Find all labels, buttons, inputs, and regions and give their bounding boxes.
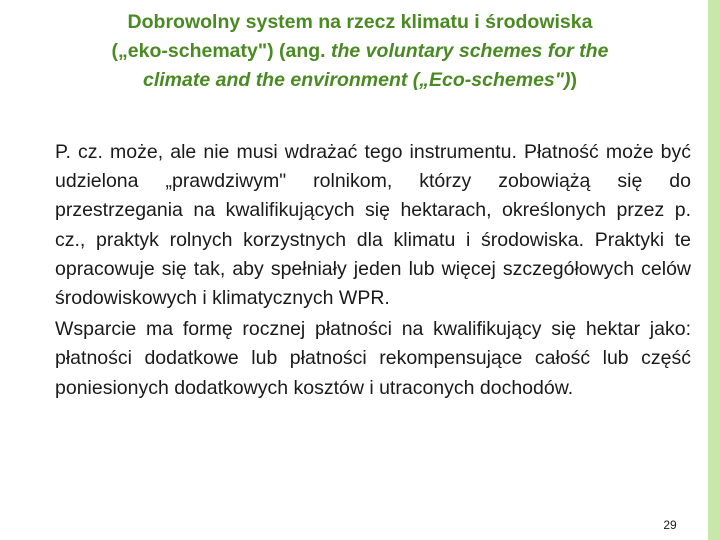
slide-title — [20, 8, 700, 95]
title-line-3-suffix: ) — [570, 69, 578, 91]
paragraph-2: Wsparcie ma formę rocznej płatności na kwalifikujący się hektar jako: płatności dodatkowe lub płatności rekompensujące całość lub część poniesionych dodatkowych kosztów i utraconych dochodów. — [55, 318, 691, 399]
title-line-2-italic: the voluntary schemes for the — [331, 40, 609, 62]
paragraph-1: P. cz. może, ale nie musi wdrażać tego instrumentu. Płatność może być udzielona „prawdziwym" rolnikom, którzy zobowiążą się do przestrzegania na kwalifikujących się hektarach, określonych przez p. cz., praktyk rolnych korzystnych dla klimatu i środowiska. Praktyki te opracowuje się tak, aby spełniały jeden lub więcej szczegółowych celów środowiskowych i klimatycznych WPR. — [55, 141, 691, 310]
title-line-2-prefix: („eko-schematy") (ang. — [111, 40, 332, 62]
slide-body — [55, 138, 691, 403]
scrollbar[interactable] — [708, 0, 720, 540]
title-line-3-italic: climate and the environment („Eco-schemes") — [142, 69, 571, 91]
page-number: 29 — [663, 518, 677, 532]
title-line-1: Dobrowolny system na rzecz klimatu i środowiska — [127, 11, 593, 33]
